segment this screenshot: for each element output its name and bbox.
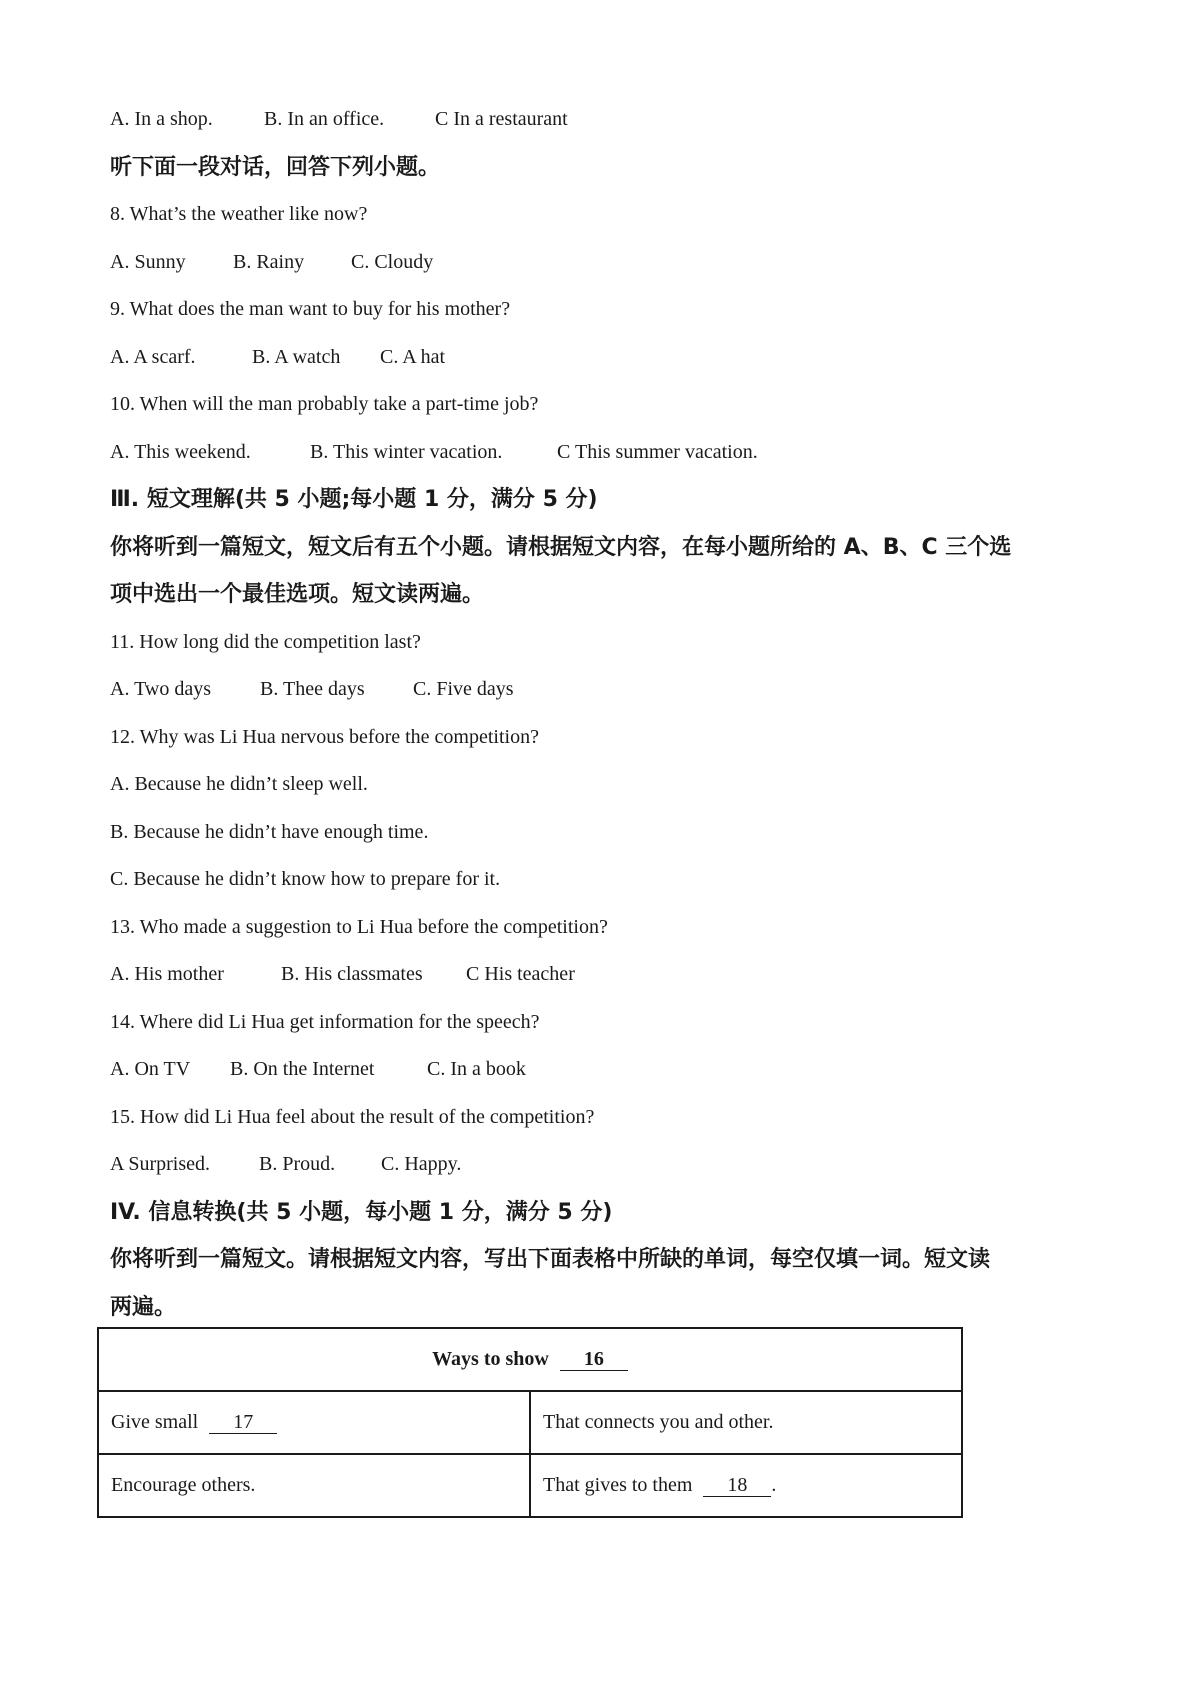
q15-option-b: B. Proud.: [259, 1153, 336, 1175]
section-4-heading: IV. 信息转换(共 5 小题，每小题 1 分，满分 5 分): [110, 1199, 613, 1225]
q9-option-b: B. A watch: [252, 345, 341, 368]
q8-options: [110, 239, 1110, 287]
q11-question: 11. How long did the competition last?: [110, 630, 421, 653]
q15-question: 15. How did Li Hua feel about the result of the competition?: [110, 1105, 595, 1128]
table-header-text: Ways to show: [432, 1348, 549, 1370]
q14-options: [110, 1046, 1110, 1094]
table-row: [98, 1454, 962, 1517]
table-header-row: [98, 1328, 962, 1391]
section-3-instruction-line1: 你将听到一篇短文，短文后有五个小题。请根据短文内容，在每小题所给的 A、B、C 三个选: [110, 534, 1012, 560]
table-header-cell: [98, 1328, 962, 1391]
q10-question: 10. When will the man probably take a part-time job?: [110, 393, 539, 415]
q11-option-a: A. Two days: [110, 678, 212, 700]
q9-option-a: A. A scarf.: [110, 345, 196, 368]
q14-question: 14. Where did Li Hua get information for the speech?: [110, 1010, 540, 1033]
q14-option-c: C. In a book: [427, 1058, 526, 1080]
q15-option-a: A Surprised.: [110, 1153, 210, 1175]
q10-option-b: B. This winter vacation.: [310, 440, 503, 463]
q14-option-b: B. On the Internet: [230, 1058, 375, 1080]
q15-option-c: C. Happy.: [381, 1153, 462, 1175]
q8-option-c: C. Cloudy: [351, 250, 434, 273]
q14-option-a: A. On TV: [110, 1058, 191, 1080]
q11-option-c: C. Five days: [413, 678, 514, 700]
q13-options: [110, 951, 1110, 999]
q11-option-b: B. Thee days: [260, 678, 365, 700]
q7-option-a: A. In a shop.: [110, 108, 213, 130]
q12-question: 12. Why was Li Hua nervous before the competition?: [110, 725, 539, 748]
blank-16: 16: [560, 1348, 628, 1371]
blank-18: 18: [703, 1474, 771, 1497]
table-row: [98, 1391, 962, 1454]
q15-options: [110, 1141, 1110, 1189]
q13-option-c: C His teacher: [466, 963, 575, 985]
section-4-instruction-line1: 你将听到一篇短文。请根据短文内容，写出下面表格中所缺的单词，每空仅填一词。短文读: [110, 1247, 991, 1272]
row2-left-cell: Encourage others.: [98, 1454, 530, 1517]
q9-options: [110, 334, 1110, 382]
exam-page: [110, 96, 1110, 1331]
q7-option-c: C In a restaurant: [435, 108, 568, 130]
q12-option-a: A. Because he didn’t sleep well.: [110, 773, 368, 795]
q8-option-b: B. Rainy: [233, 250, 305, 273]
q10-option-c: C This summer vacation.: [557, 440, 758, 463]
q13-question: 13. Who made a suggestion to Li Hua before the competition?: [110, 915, 608, 938]
q12-option-b: B. Because he didn’t have enough time.: [110, 820, 429, 843]
row1-left-text: Give small: [111, 1411, 199, 1433]
q10-option-a: A. This weekend.: [110, 440, 251, 463]
section-3-instruction-line2: 项中选出一个最佳选项。短文读两遍。: [110, 582, 485, 607]
section-4-instruction-line2: 两遍。: [110, 1294, 177, 1320]
row1-left-cell: [98, 1391, 530, 1454]
info-table: [97, 1327, 963, 1518]
row2-right-text: That gives to them: [543, 1474, 693, 1496]
row1-right-cell: That connects you and other.: [530, 1391, 962, 1454]
q8-question: 8. What’s the weather like now?: [110, 203, 368, 225]
q13-option-a: A. His mother: [110, 963, 224, 985]
blank-17: 17: [209, 1411, 277, 1434]
q7-options: [110, 96, 1110, 144]
q10-options: [110, 429, 1110, 477]
q11-options: [110, 666, 1110, 714]
row2-right-end: .: [771, 1474, 777, 1496]
q9-question: 9. What does the man want to buy for his mother?: [110, 298, 511, 320]
q9-option-c: C. A hat: [380, 345, 446, 368]
q13-option-b: B. His classmates: [281, 963, 423, 985]
row2-right-cell: [530, 1454, 962, 1517]
q7-option-b: B. In an office.: [264, 108, 385, 130]
q8-option-a: A. Sunny: [110, 250, 186, 273]
section-3-heading: Ⅲ. 短文理解(共 5 小题;每小题 1 分，满分 5 分): [110, 487, 598, 512]
dialog-intro: 听下面一段对话，回答下列小题。: [110, 154, 441, 180]
q12-option-c: C. Because he didn’t know how to prepare for it.: [110, 868, 501, 890]
